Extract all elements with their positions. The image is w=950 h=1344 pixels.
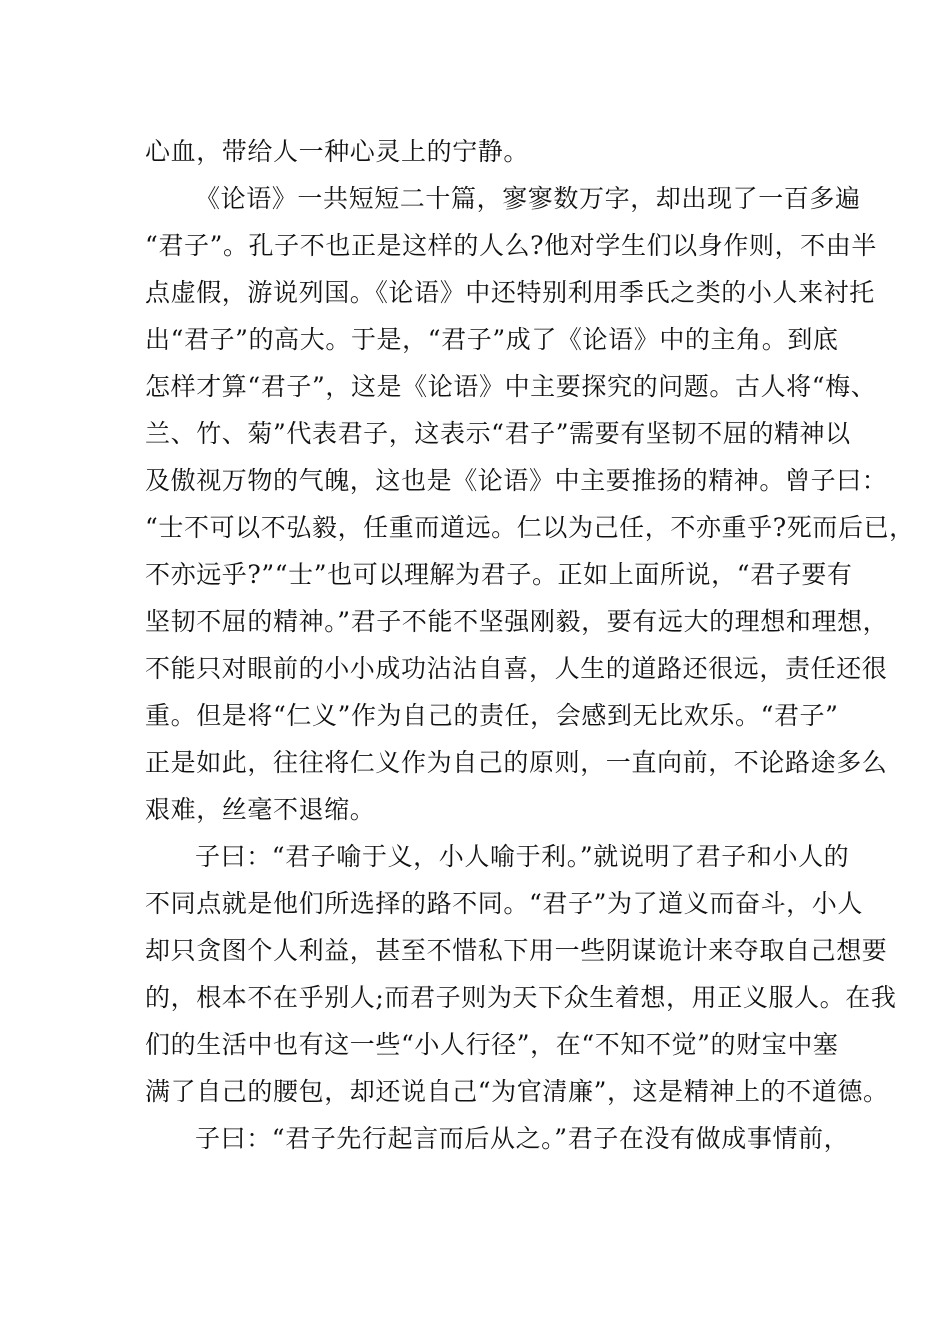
text-line: 怎样才算“君子”，这是《论语》中主要探究的问题。古人将“梅、	[145, 372, 877, 401]
text-line: 们的生活中也有这一些“小人行径”，在“不知不觉”的财宝中塞	[145, 1030, 839, 1059]
text-line: 艰难，丝毫不退缩。	[145, 795, 376, 824]
text-line: 及傲视万物的气魄，这也是《论语》中主要推扬的精神。曾子曰：	[145, 466, 888, 495]
text-line: 满了自己的腰包，却还说自己“为官清廉”，这是精神上的不道德。	[145, 1077, 889, 1106]
document-body	[145, 128, 915, 1162]
text-line: 正是如此，往往将仁义作为自己的原则，一直向前，不论路途多么	[145, 748, 888, 777]
text-line: “君子”。孔子不也正是这样的人么?他对学生们以身作则，不由半	[145, 231, 877, 260]
text-line: “士不可以不弘毅，任重而道远。仁以为己任，不亦重乎?死而后已，	[145, 513, 915, 542]
text-line: 的，根本不在乎别人;而君子则为天下众生着想，用正义服人。在我	[145, 983, 897, 1012]
text-line: 不同点就是他们所选择的路不同。“君子”为了道义而奋斗，小人	[145, 889, 863, 918]
text-line: 《论语》一共短短二十篇，寥寥数万字，却出现了一百多遍	[195, 184, 861, 213]
text-line: 子曰：“君子喻于义，小人喻于利。”就说明了君子和小人的	[195, 842, 850, 871]
text-line: 重。但是将“仁义”作为自己的责任，会感到无比欢乐。“君子”	[145, 701, 839, 730]
text-line: 子曰：“君子先行起言而后从之。”君子在没有做成事情前，	[195, 1124, 850, 1153]
text-line: 却只贪图个人利益，甚至不惜私下用一些阴谋诡计来夺取自己想要	[145, 936, 888, 965]
text-line: 坚韧不屈的精神。”君子不能不坚强刚毅，要有远大的理想和理想，	[145, 607, 889, 636]
text-line: 出“君子”的高大。于是，“君子”成了《论语》中的主角。到底	[145, 325, 839, 354]
text-line: 点虚假，游说列国。《论语》中还特别利用季氏之类的小人来衬托	[145, 278, 875, 307]
text-line: 不亦远乎?”“士”也可以理解为君子。正如上面所说，“君子要有	[145, 560, 853, 589]
text-line: 不能只对眼前的小小成功沾沾自喜，人生的道路还很远，责任还很	[145, 654, 888, 683]
text-line: 兰、竹、菊”代表君子，这表示“君子”需要有坚韧不屈的精神以	[145, 419, 851, 448]
text-line: 心血，带给人一种心灵上的宁静。	[145, 137, 530, 166]
